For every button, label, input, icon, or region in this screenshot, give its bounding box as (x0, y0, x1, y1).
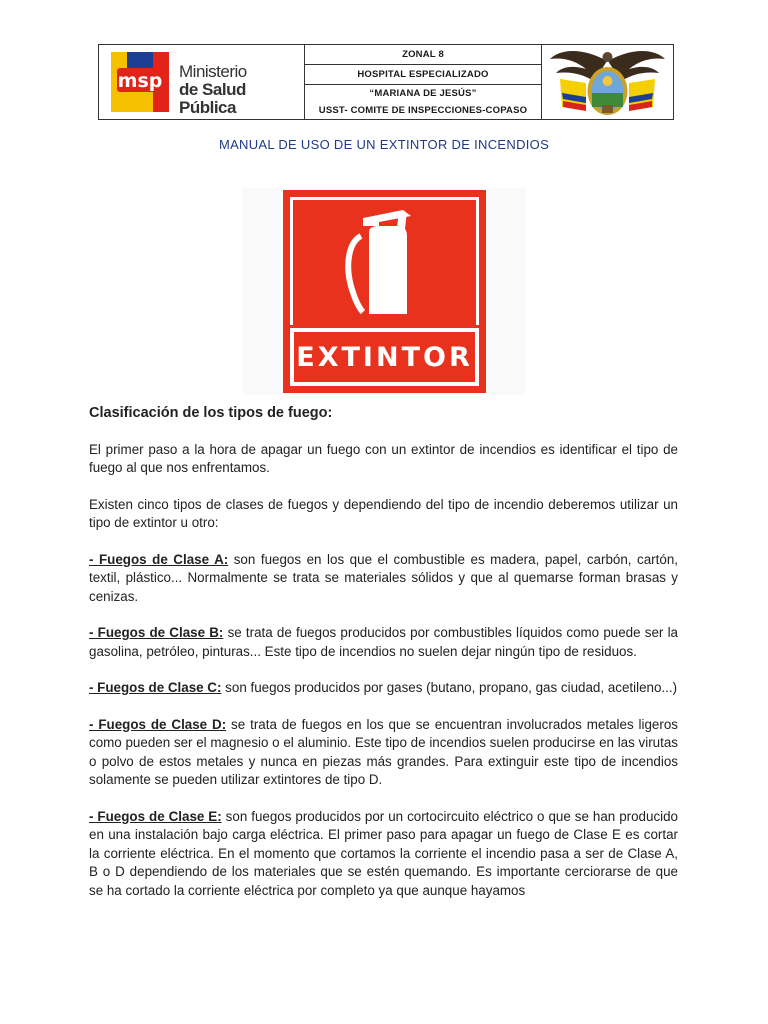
national-seal (542, 45, 673, 119)
fire-extinguisher-icon (293, 200, 476, 325)
fire-class-a-label: - Fuegos de Clase A: (89, 551, 229, 567)
ministry-line-1: Ministerio (179, 62, 247, 81)
fire-class-d-text: se trata de fuegos en los que se encuentran involucrados metales ligeros como pueden ser el magnesio o el aluminio. Este tipo de incendios suelen producirse en las virutas o polvo de estos metales y nunca en piezas más grandes. Para extinguir este tipo de incendios solamente se pueden utilizar extintores de tipo D. (89, 716, 678, 787)
coat-of-arms-icon (542, 45, 673, 119)
section-heading: Clasificación de los tipos de fuego: (89, 405, 333, 421)
msp-logo-icon (109, 50, 171, 114)
ministry-line-2: de Salud Pública (179, 80, 246, 117)
sign-label: EXTINTOR (294, 332, 475, 382)
fire-class-d (89, 716, 678, 790)
fire-class-e-text: son fuegos producidos por un cortocircuito eléctrico o que se han producido en una instalación bajo carga eléctrica. El primer paso para apagar un fuego de Clase E es cortar la corriente eléctrica. En el momento que cortamos la corriente el incendio pasa a ser de Clase A, B o D dependiendo de los materiales que se estén quemando. Es importante cerciorarse de que se ha cortado la corriente eléctrica por completo ya que aunque hayamos (89, 808, 679, 898)
fire-class-c (89, 679, 678, 698)
hospital-name: “MARIANA DE JESÚS” (369, 88, 477, 99)
fire-class-b-text: se trata de fuegos producidos por combustibles líquidos como puede ser la gasolina, petróleo, pinturas... Este tipo de incendios no suelen dejar ningún tipo de residuos. (89, 625, 678, 659)
sign-panel (283, 190, 486, 393)
fire-class-d-label: - Fuegos de Clase D: (89, 716, 227, 732)
zone-label: ZONAL 8 (305, 45, 541, 65)
fire-class-b-label: - Fuegos de Clase B: (89, 625, 224, 640)
paragraph-intro-1: El primer paso a la hora de apagar un fuego con un extintor de incendios es identificar el tipo de fuego al que nos enfrentamos. (89, 441, 678, 475)
header-table (98, 44, 674, 120)
document-title: MANUAL DE USO DE UN EXTINTOR DE INCENDIOS (218, 137, 550, 152)
fire-class-a (89, 551, 678, 607)
header-info (305, 45, 542, 119)
extinguisher-sign (242, 188, 526, 395)
committee-label: USST- COMITE DE INSPECCIONES-COPASO (318, 105, 528, 116)
ministry-name (179, 63, 304, 117)
fire-class-b (89, 624, 678, 661)
document-body (89, 404, 678, 900)
paragraph-intro-2: Existen cinco tipos de clases de fuegos y dependiendo del tipo de incendio deberemos utilizar un tipo de extintor u otro: (89, 496, 678, 530)
fire-class-c-label: - Fuegos de Clase C: (89, 680, 222, 695)
sign-label-frame (290, 328, 479, 386)
sign-pictogram (290, 197, 479, 325)
hospital-label: HOSPITAL ESPECIALIZADO (305, 65, 541, 85)
ministry-logo (99, 45, 305, 119)
fire-class-a-text: son fuegos en los que el combustible es madera, papel, carbón, cartón, textil, plástico... Normalmente se trata se materiales sólidos y que al quemarse forman brasas y cenizas. (89, 551, 678, 604)
msp-letters: msp (117, 70, 163, 92)
fire-class-e (89, 808, 678, 901)
fire-class-e-label: - Fuegos de Clase E: (89, 808, 222, 824)
hospital-committee (305, 85, 541, 119)
fire-class-c-text: son fuegos producidos por gases (butano, propano, gas ciudad, acetileno...) (221, 680, 678, 695)
